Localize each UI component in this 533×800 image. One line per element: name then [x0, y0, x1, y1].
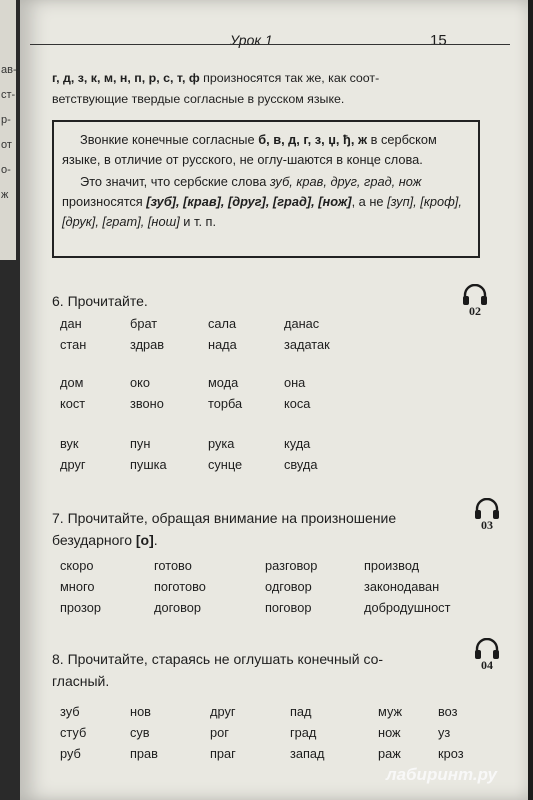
word: дом: [60, 375, 84, 390]
word: кроз: [438, 746, 464, 761]
left-fragment-3: ст-: [1, 89, 16, 101]
word: мода: [208, 375, 239, 390]
word: нож: [378, 725, 401, 740]
word: много: [60, 579, 95, 594]
rule-p1-start: Звонкие конечные согласные: [80, 132, 259, 147]
left-fragment-6: о-: [1, 164, 11, 176]
exercise-8-audio[interactable]: [472, 638, 502, 673]
exercise-8-title-line2: гласный.: [52, 673, 110, 689]
rule-p2-words: зуб, крав, друг, град, нож: [269, 174, 422, 189]
word: пушка: [130, 457, 167, 472]
exercise-7-sound: [о]: [135, 532, 154, 548]
word: прав: [130, 746, 158, 761]
word: друг: [60, 457, 86, 472]
left-page-fragment: [0, 0, 16, 260]
page-number: 15: [430, 32, 447, 49]
word: око: [130, 375, 150, 390]
site-watermark: лабиринт.ру: [386, 765, 497, 784]
word: стуб: [60, 725, 87, 740]
word: звоно: [130, 396, 164, 411]
word: данас: [284, 316, 320, 331]
word: нов: [130, 704, 151, 719]
lesson-header: Урок 1: [230, 32, 273, 48]
word: поговор: [265, 600, 312, 615]
word: стан: [60, 337, 87, 352]
word: одговор: [265, 579, 312, 594]
word: муж: [378, 704, 403, 719]
exercise-8-title-line1: 8. Прочитайте, стараясь не оглушать конечный со-: [52, 651, 384, 667]
word: здрав: [130, 337, 165, 352]
word: раж: [378, 746, 401, 761]
word: сала: [208, 316, 237, 331]
rule-p2-and: , а не: [351, 194, 388, 209]
intro-line2: ветствующие твердые согласные в русском языке.: [52, 92, 345, 106]
intro-line1: произносятся так же, как соот-: [199, 71, 380, 85]
exercise-7-audio[interactable]: [472, 498, 502, 533]
exercise-7-title-line2: безударного: [52, 532, 136, 548]
word: добродушност: [364, 600, 451, 615]
headphones-icon: [474, 498, 500, 520]
audio-track-02: 02: [469, 304, 481, 318]
intro-letters: г, д, з, к, м, н, п, р, с, т, ф: [52, 71, 200, 85]
word: куда: [284, 436, 311, 451]
exercise-7-title-end: .: [153, 532, 158, 548]
rule-p2-voiced: [зуб], [крав], [друг], [град], [нож]: [146, 194, 352, 209]
left-fragment-1: ав-: [1, 64, 17, 76]
word: вук: [60, 436, 79, 451]
audio-track-03: 03: [481, 518, 493, 532]
header-rule: [30, 44, 510, 45]
word: сунце: [208, 457, 243, 472]
rule-paragraph-1: [62, 130, 470, 170]
word: пад: [290, 704, 312, 719]
rule-p2-devoiced: [зуп], [крoф], [друк], [грат], [нош]: [62, 194, 462, 229]
exercise-8-title: [52, 648, 492, 692]
word: друг: [210, 704, 236, 719]
word: град: [290, 725, 317, 740]
word: законодаван: [364, 579, 440, 594]
word: она: [284, 375, 306, 390]
word: скоро: [60, 558, 94, 573]
word: нада: [208, 337, 237, 352]
left-fragment-7: ж: [1, 189, 9, 201]
rule-p2-mid: произносятся: [62, 194, 147, 209]
word: кост: [60, 396, 86, 411]
intro-paragraph: [52, 68, 492, 110]
word: праг: [210, 746, 236, 761]
exercise-6-audio[interactable]: [460, 284, 490, 319]
word: свуда: [284, 457, 318, 472]
word: производ: [364, 558, 420, 573]
bleed-through-text: [250, 262, 470, 274]
rule-p1-end: в сербском языке, в отличие от русского, не оглу-шаются в конце слова.: [62, 132, 437, 167]
word: коса: [284, 396, 311, 411]
word: договор: [154, 600, 201, 615]
word: разговор: [265, 558, 318, 573]
exercise-7-title: [52, 507, 492, 551]
word: зуб: [60, 704, 80, 719]
word: руб: [60, 746, 81, 761]
rule-p2-tail: и т. п.: [179, 214, 217, 229]
headphones-icon: [462, 284, 488, 306]
word: уз: [438, 725, 451, 740]
word: готово: [154, 558, 192, 573]
word: запад: [290, 746, 325, 761]
word: поготово: [154, 579, 206, 594]
word: задатак: [284, 337, 330, 352]
audio-track-04: 04: [481, 658, 493, 672]
rule-box: [52, 120, 480, 258]
word: воз: [438, 704, 458, 719]
rule-paragraph-2: [62, 172, 470, 232]
exercise-6-title: 6. Прочитайте.: [52, 293, 148, 309]
book-page: [20, 0, 528, 800]
exercise-7-title-line1: 7. Прочитайте, обращая внимание на произношение: [52, 510, 397, 526]
word: прозор: [60, 600, 101, 615]
word: пун: [130, 436, 151, 451]
word: торба: [208, 396, 243, 411]
word: брат: [130, 316, 158, 331]
left-fragment-4: р-: [1, 114, 11, 126]
word: рука: [208, 436, 235, 451]
left-fragment-5: от: [1, 139, 12, 151]
rule-p1-letters: б, в, д, г, з, џ, ђ, ж: [258, 132, 368, 147]
word: рог: [210, 725, 229, 740]
rule-p2-start: Это значит, что сербские слова: [80, 174, 270, 189]
headphones-icon: [474, 638, 500, 660]
word: дан: [60, 316, 82, 331]
word: сув: [130, 725, 150, 740]
left-page-edge: [0, 0, 20, 800]
